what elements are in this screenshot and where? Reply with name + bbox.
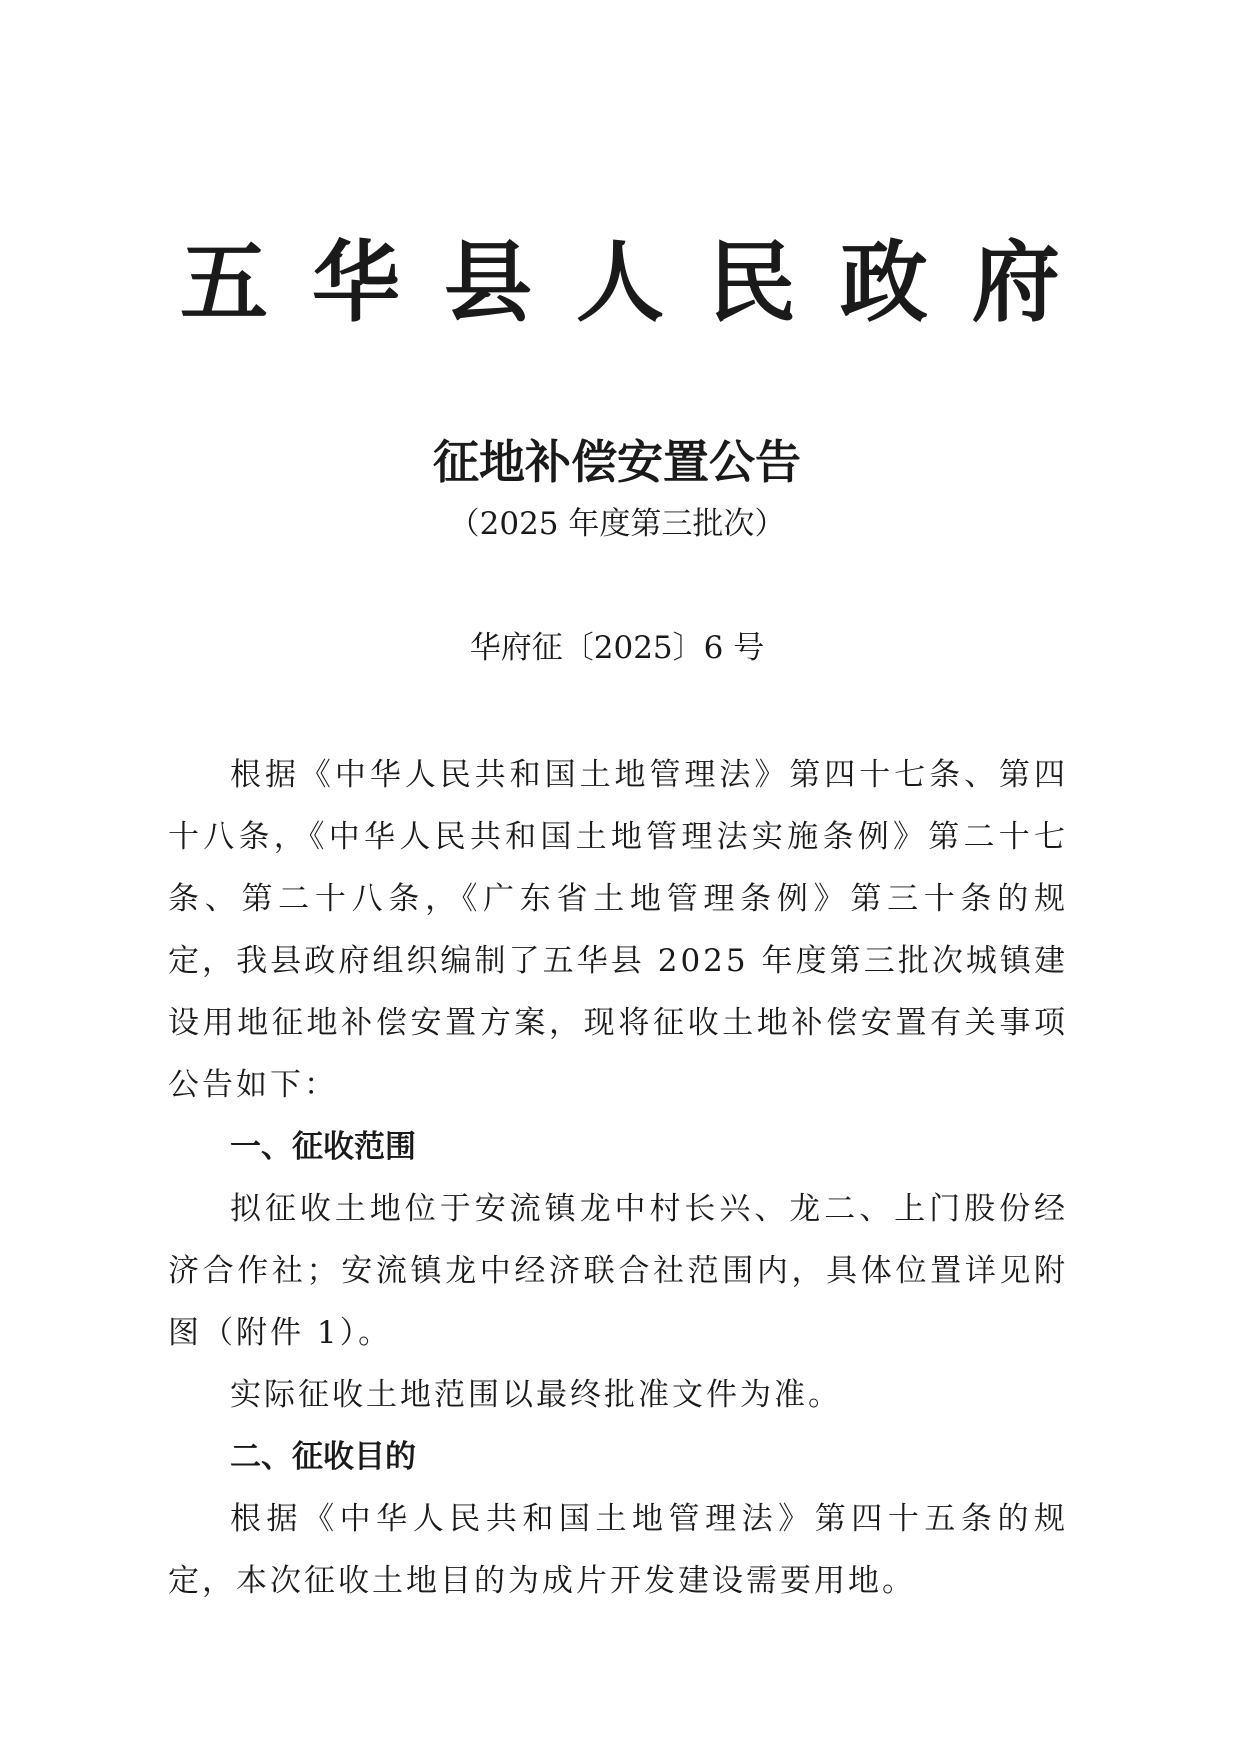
agency-char: 五 [180,230,269,334]
section-heading-scope: 一、征收范围 [230,1129,416,1165]
agency-char: 民 [707,230,796,334]
document-title: 征地补偿安置公告 [433,435,801,489]
issuing-agency-header [180,232,1060,332]
section-heading-purpose: 二、征收目的 [230,1439,416,1475]
document-body [168,744,1068,1612]
intro-paragraph: 根据《中华人民共和国土地管理法》第四十七条、第四十八条，《中华人民共和国土地管理法实施条例》第二十七条、第二十八条，《广东省土地管理条例》第三十条的规定，我县政府组织编制了五华县 2025 年度第三批次城镇建设用地征地补偿安置方案，现将征收土地补偿安置有关事项公告如下： [168,757,1068,1103]
scope-note-paragraph: 实际征收土地范围以最终批准文件为准。 [230,1377,842,1413]
document-subtitle: （2025 年度第三批次） [448,506,786,542]
agency-char: 华 [311,230,400,334]
scope-paragraph: 拟征收土地位于安流镇龙中村长兴、龙二、上门股份经济合作社；安流镇龙中经济联合社范围内，具体位置详见附图（附件 1）。 [168,1191,1068,1351]
agency-char: 政 [839,230,928,334]
agency-char: 府 [971,230,1060,334]
agency-char: 县 [443,230,532,334]
document-number: 华府征〔2025〕6 号 [469,630,765,666]
purpose-paragraph: 根据《中华人民共和国土地管理法》第四十五条的规定，本次征收土地目的为成片开发建设需要用地。 [168,1501,1068,1599]
agency-char: 人 [575,230,664,334]
